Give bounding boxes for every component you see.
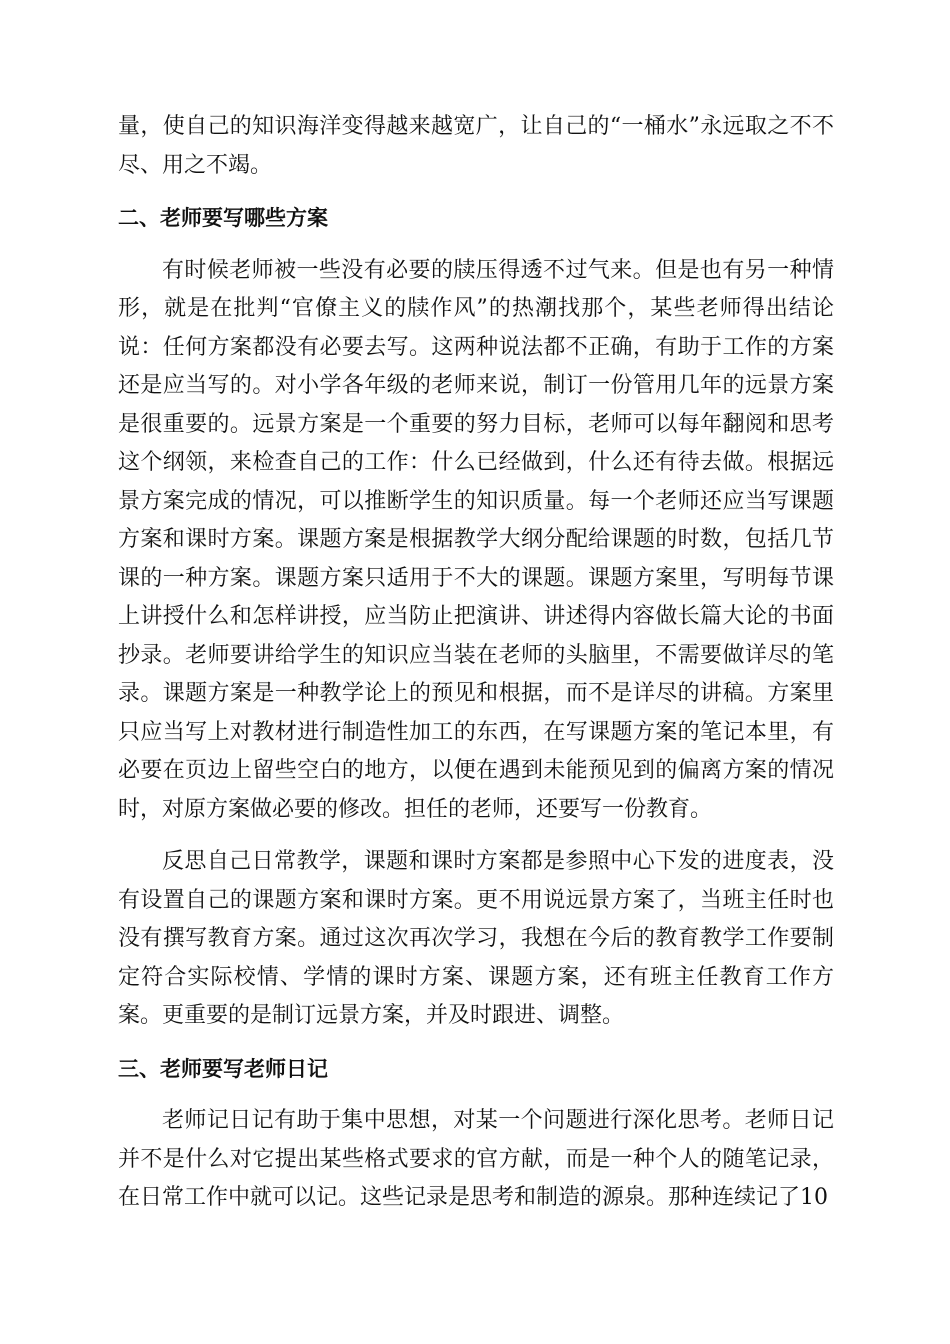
section-heading-2: 二、老师要写哪些方案 [118,206,328,230]
paragraph-section-3-a: 老师记日记有助于集中思想，对某一个问题进行深化思考。老师日记并不是什么对它提出某些格式要求的官方献，而是一种个人的随笔记录，在日常工作中就可以记。这些记录是思考和制造的源泉。那种连续记了10 [118,1108,834,1210]
paragraph-continued: 量，使自己的知识海洋变得越来越宽广，让自己的“一桶水”永远取之不不尽、用之不竭。 [118,114,834,178]
document-body [118,108,834,1232]
paragraph-section-2-a: 有时候老师被一些没有必要的牍压得透不过气来。但是也有另一种情形，就是在批判“官僚主义的牍作风”的热潮找那个，某些老师得出结论说：任何方案都没有必要去写。这两种说法都不正确，有助于工作的方案还是应当写的。对小学各年级的老师来说，制订一份管用几年的远景方案是很重要的。远景方案是一个重要的努力目标，老师可以每年翻阅和思考这个纲领，来检查自己的工作：什么已经做到，什么还有待去做。根据远景方案完成的情况，可以推断学生的知识质量。每一个老师还应当写课题方案和课时方案。课题方案是根据教学大纲分配给课题的时数，包括几节课的一种方案。课题方案只适用于不大的课题。课题方案里，写明每节课上讲授什么和怎样讲授，应当防止把演讲、讲述得内容做长篇大论的书面抄录。老师要讲给学生的知识应当装在老师的头脑里，不需要做详尽的笔录。课题方案是一种教学论上的预见和根据，而不是详尽的讲稿。方案里只应当写上对教材进行制造性加工的东西，在写课题方案的笔记本里，有必要在页边上留些空白的地方，以便在遇到未能预见到的偏离方案的情况时，对原方案做必要的修改。担任的老师，还要写一份教育。 [118,257,834,822]
paragraph-section-2-b: 反思自己日常教学，课题和课时方案都是参照中心下发的进度表，没有设置自己的课题方案和课时方案。更不用说远景方案了，当班主任时也没有撰写教育方案。通过这次再次学习，我想在今后的教育教学工作要制定符合实际校情、学情的课时方案、课题方案，还有班主任教育工作方案。更重要的是制订远景方案，并及时跟进、调整。 [118,849,834,1028]
section-heading-3: 三、老师要写老师日记 [118,1056,328,1081]
